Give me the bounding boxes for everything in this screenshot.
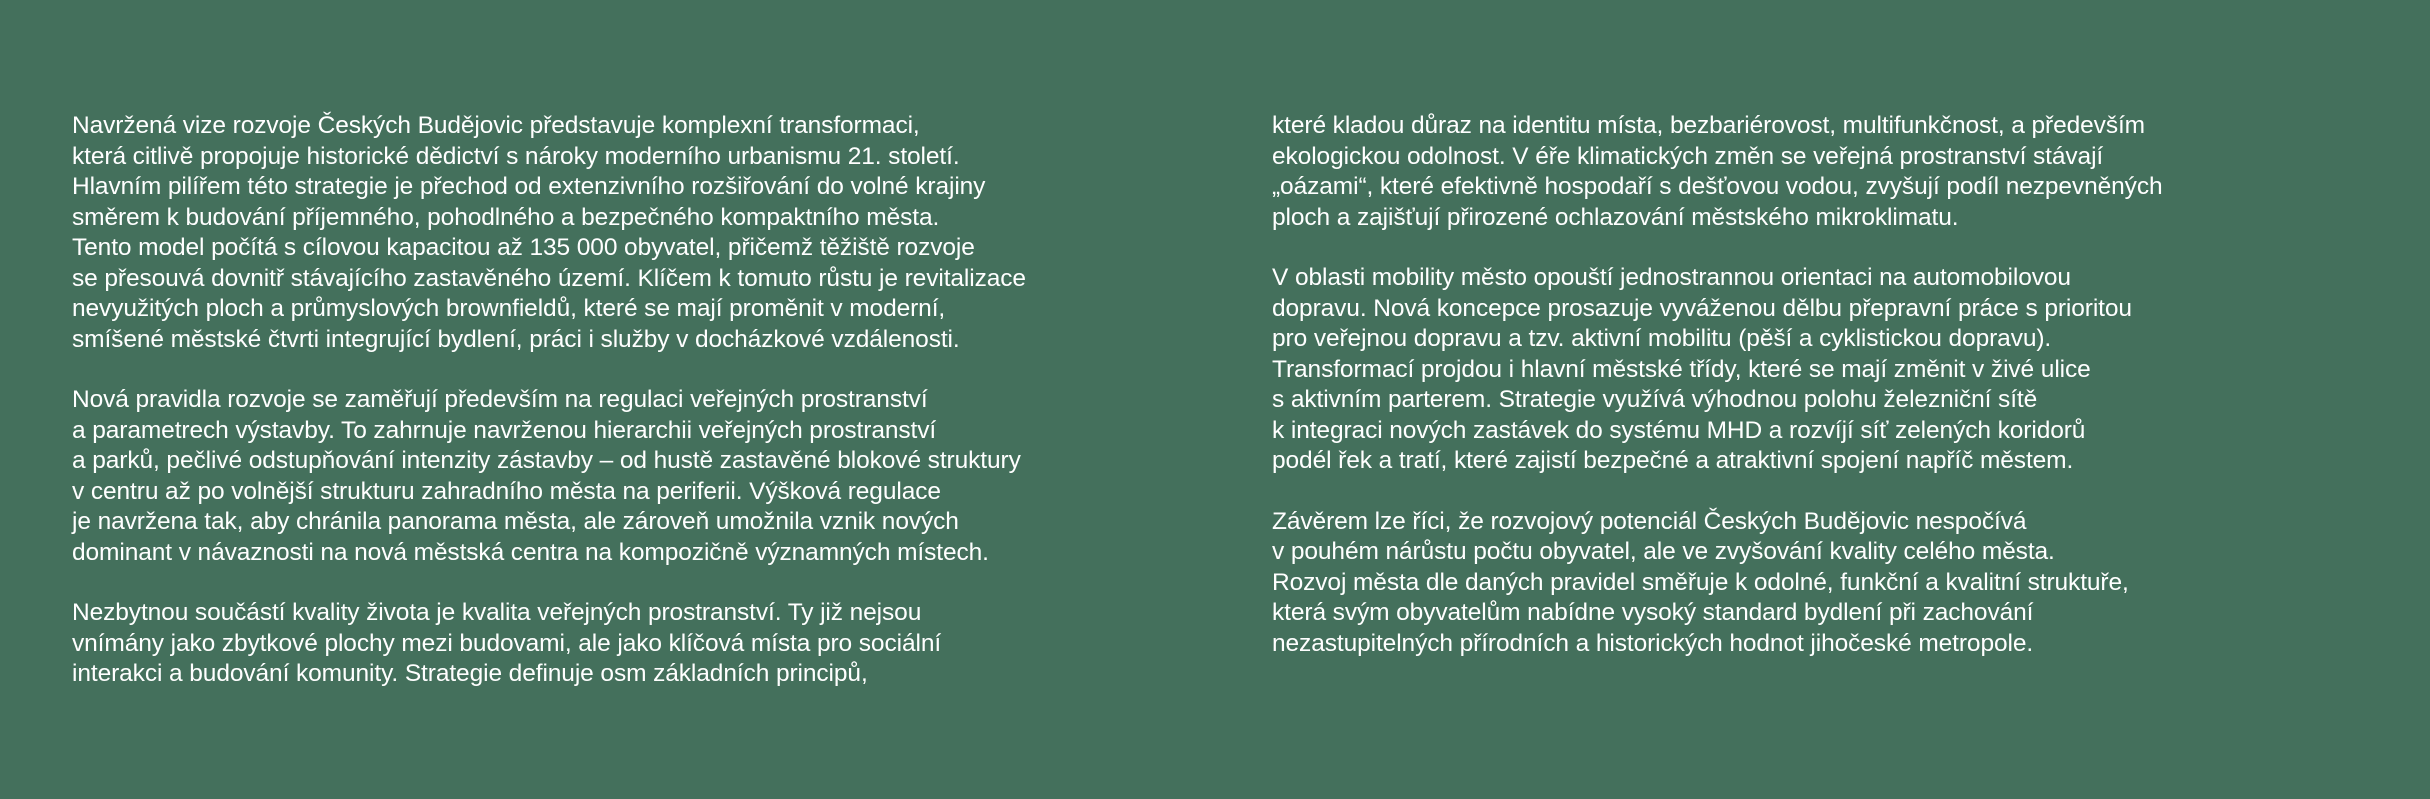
- text-line: které kladou důraz na identitu místa, bezbariérovost, multifunkčnost, a především: [1272, 112, 2145, 139]
- text-line: smíšené městské čtvrti integrující bydlení, práci i služby v docházkové vzdálenosti.: [72, 325, 960, 353]
- text-line: Nová pravidla rozvoje se zaměřují především na regulaci veřejných prostranství: [72, 386, 928, 413]
- text-line: a parametrech výstavby. To zahrnuje navrženou hierarchii veřejných prostranství: [72, 416, 937, 444]
- text-line: je navržena tak, aby chránila panorama města, ale zároveň umožnila vznik nových: [72, 508, 959, 535]
- text-line: V oblasti mobility město opouští jednostrannou orientaci na automobilovou: [1272, 264, 2071, 291]
- text-line: Hlavním pilířem této strategie je přechod od extenzivního rozšiřování do volné krajiny: [72, 173, 986, 200]
- text-line: v centru až po volnější strukturu zahradního města na periferii. Výšková regulace: [72, 477, 941, 505]
- paragraph: [72, 598, 1026, 690]
- text-line: Závěrem lze říci, že rozvojový potenciál Českých Budějovic nespočívá: [1272, 507, 2027, 535]
- text-line: nezastupitelných přírodních a historických hodnot jihočeské metropole.: [1272, 629, 2034, 657]
- text-line: pro veřejnou dopravu a tzv. aktivní mobilitu (pěší a cyklistickou dopravu).: [1272, 325, 2052, 352]
- text-line: interakci a budování komunity. Strategie definuje osm základních principů,: [72, 660, 868, 687]
- paragraph: [1272, 111, 2163, 233]
- paragraph: [72, 111, 1026, 355]
- text-line: se přesouvá dovnitř stávajícího zastavěného území. Klíčem k tomuto růstu je revitalizace: [72, 264, 1026, 292]
- text-line: nevyužitých ploch a průmyslových brownfieldů, které se mají proměnit v moderní,: [72, 295, 946, 322]
- text-line: k integraci nových zastávek do systému MHD a rozvíjí síť zelených koridorů: [1272, 416, 2086, 444]
- text-line: ekologickou odolnost. V éře klimatických změn se veřejná prostranství stávají: [1272, 142, 2104, 170]
- paragraph: [1272, 263, 2163, 477]
- text-line: ploch a zajišťují přirozené ochlazování městského mikroklimatu.: [1272, 203, 1959, 231]
- right-text-column: [1272, 111, 2163, 689]
- text-line: dominant v návaznosti na nová městská centra na kompozičně významných místech.: [72, 538, 989, 566]
- text-line: Tento model počítá s cílovou kapacitou až 135 000 obyvatel, přičemž těžiště rozvoje: [72, 234, 975, 261]
- text-line: v pouhém nárůstu počtu obyvatel, ale ve zvyšování kvality celého města.: [1272, 538, 2055, 565]
- text-line: s aktivním parterem. Strategie využívá výhodnou polohu železniční sítě: [1272, 386, 2038, 413]
- text-line: Nezbytnou součástí kvality života je kvalita veřejných prostranství. Ty již nejsou: [72, 599, 922, 626]
- text-line: Rozvoj města dle daných pravidel směřuje k odolné, funkční a kvalitní struktuře,: [1272, 568, 2129, 596]
- left-text-column: [72, 111, 1026, 720]
- paragraph: [1272, 507, 2163, 660]
- text-line: podél řek a tratí, které zajistí bezpečné a atraktivní spojení napříč městem.: [1272, 447, 2074, 474]
- text-line: dopravu. Nová koncepce prosazuje vyváženou dělbu přepravní práce s prioritou: [1272, 294, 2132, 322]
- text-line: která citlivě propojuje historické dědictví s nároky moderního urbanismu 21. století.: [72, 142, 960, 170]
- text-line: a parků, pečlivé odstupňování intenzity zástavby – od hustě zastavěné blokové struktury: [72, 447, 1021, 474]
- paragraph: [72, 385, 1026, 568]
- text-line: Navržená vize rozvoje Českých Budějovic představuje komplexní transformaci,: [72, 112, 920, 139]
- text-line: „oázami“, které efektivně hospodaří s dešťovou vodou, zvyšují podíl nezpevněných: [1272, 173, 2163, 200]
- text-line: směrem k budování příjemného, pohodlného a bezpečného kompaktního města.: [72, 203, 940, 231]
- text-line: která svým obyvatelům nabídne vysoký standard bydlení při zachování: [1272, 599, 2034, 626]
- text-line: vnímány jako zbytkové plochy mezi budovami, ale jako klíčová místa pro sociální: [72, 629, 942, 657]
- text-line: Transformací projdou i hlavní městské třídy, které se mají změnit v živé ulice: [1272, 355, 2091, 383]
